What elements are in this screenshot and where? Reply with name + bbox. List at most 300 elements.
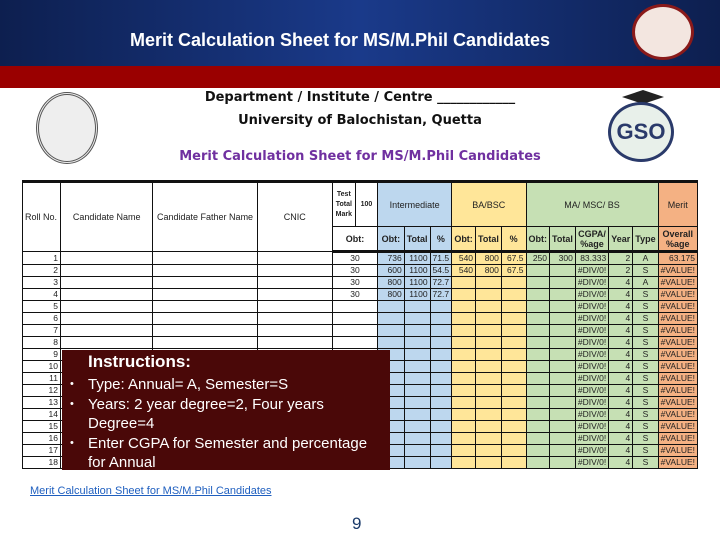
table-cell[interactable]: #DIV/0! <box>575 397 608 409</box>
table-cell[interactable]: 4 <box>609 289 633 301</box>
table-cell[interactable]: S <box>633 301 658 313</box>
table-cell[interactable]: #DIV/0! <box>575 265 608 277</box>
table-cell[interactable] <box>526 325 550 337</box>
table-cell[interactable] <box>452 397 476 409</box>
table-cell[interactable] <box>430 409 452 421</box>
table-cell[interactable] <box>526 409 550 421</box>
table-cell[interactable]: 600 <box>378 265 405 277</box>
table-cell[interactable] <box>404 337 430 349</box>
table-row <box>23 252 698 265</box>
table-cell[interactable] <box>153 265 257 277</box>
table-cell[interactable]: 800 <box>378 277 405 289</box>
table-cell[interactable] <box>153 289 257 301</box>
header-name: Candidate Name <box>60 182 153 252</box>
table-cell[interactable]: #DIV/0! <box>575 349 608 361</box>
table-cell[interactable]: #DIV/0! <box>575 289 608 301</box>
table-cell[interactable] <box>430 313 452 325</box>
table-cell[interactable]: S <box>633 289 658 301</box>
table-cell[interactable] <box>501 457 526 469</box>
table-cell[interactable]: 1100 <box>404 289 430 301</box>
subheader-cell: Overall %age <box>658 227 697 252</box>
table-cell[interactable]: 4 <box>609 457 633 469</box>
department-line: Department / Institute / Centre ____________ <box>204 90 516 105</box>
subheader-cell: % <box>501 227 526 252</box>
table-cell[interactable] <box>404 385 430 397</box>
table-cell[interactable]: 15 <box>23 421 61 433</box>
table-cell[interactable]: A <box>633 252 658 265</box>
table-cell[interactable] <box>452 457 476 469</box>
subheader-cell: Total <box>550 227 576 252</box>
table-cell[interactable]: 10 <box>23 361 61 373</box>
table-cell[interactable]: #DIV/0! <box>575 409 608 421</box>
table-cell[interactable]: #VALUE! <box>658 301 697 313</box>
table-cell[interactable]: #DIV/0! <box>575 373 608 385</box>
table-cell[interactable] <box>452 337 476 349</box>
table-cell[interactable]: #VALUE! <box>658 361 697 373</box>
table-cell[interactable]: 8 <box>23 337 61 349</box>
subheader-cell: Obt: <box>526 227 550 252</box>
table-cell[interactable] <box>501 385 526 397</box>
table-cell[interactable]: 9 <box>23 349 61 361</box>
table-cell[interactable]: 2 <box>23 265 61 277</box>
table-cell[interactable] <box>550 421 576 433</box>
table-cell[interactable] <box>430 301 452 313</box>
table-cell[interactable]: #DIV/0! <box>575 277 608 289</box>
table-cell[interactable] <box>332 301 377 313</box>
table-cell[interactable] <box>501 373 526 385</box>
table-cell[interactable] <box>476 409 502 421</box>
table-cell[interactable]: 800 <box>378 289 405 301</box>
table-cell[interactable] <box>501 397 526 409</box>
table-cell[interactable] <box>550 265 576 277</box>
table-cell[interactable]: #VALUE! <box>658 409 697 421</box>
table-cell[interactable] <box>378 301 405 313</box>
instruction-item: • Enter CGPA for Semester and percentage for Annual <box>70 434 382 471</box>
university-seal-logo <box>632 4 694 60</box>
table-cell[interactable] <box>332 313 377 325</box>
table-cell[interactable] <box>452 445 476 457</box>
table-cell[interactable]: #DIV/0! <box>575 337 608 349</box>
table-cell[interactable] <box>501 337 526 349</box>
table-cell[interactable]: S <box>633 397 658 409</box>
table-cell[interactable] <box>404 397 430 409</box>
table-cell[interactable]: S <box>633 385 658 397</box>
table-cell[interactable] <box>501 433 526 445</box>
table-cell[interactable]: 54.5 <box>430 265 452 277</box>
instructions-box <box>62 350 390 470</box>
table-cell[interactable]: 2 <box>609 265 633 277</box>
table-cell[interactable]: #DIV/0! <box>575 421 608 433</box>
table-cell[interactable]: 4 <box>609 397 633 409</box>
table-row <box>23 265 698 277</box>
table-cell[interactable] <box>404 313 430 325</box>
table-cell[interactable]: A <box>633 277 658 289</box>
table-cell[interactable]: 6 <box>23 313 61 325</box>
table-cell[interactable]: #DIV/0! <box>575 301 608 313</box>
table-cell[interactable]: #VALUE! <box>658 325 697 337</box>
subheader-cell: Obt: <box>378 227 405 252</box>
page-number: 9 <box>352 514 362 533</box>
header-father: Candidate Father Name <box>153 182 257 252</box>
table-cell[interactable] <box>452 409 476 421</box>
table-cell[interactable] <box>476 277 502 289</box>
header-ba: BA/BSC <box>452 182 526 227</box>
table-cell[interactable]: #VALUE! <box>658 385 697 397</box>
table-cell[interactable]: 5 <box>23 301 61 313</box>
slide-title: Merit Calculation Sheet for MS/M.Phil Candidates <box>129 30 551 50</box>
table-cell[interactable]: 4 <box>609 385 633 397</box>
table-cell[interactable]: S <box>633 313 658 325</box>
table-cell[interactable]: 250 <box>526 252 550 265</box>
table-cell[interactable]: 12 <box>23 385 61 397</box>
table-cell[interactable] <box>452 289 476 301</box>
table-cell[interactable]: 4 <box>609 409 633 421</box>
table-cell[interactable] <box>257 337 332 349</box>
table-cell[interactable] <box>430 325 452 337</box>
slide-header <box>0 0 720 66</box>
table-cell[interactable] <box>430 445 452 457</box>
table-cell[interactable] <box>257 301 332 313</box>
sheet-subtitle: Merit Calculation Sheet for MS/M.Phil Candidates <box>179 149 541 164</box>
instructions-heading: Instructions: <box>88 352 191 371</box>
table-cell[interactable] <box>430 397 452 409</box>
table-cell[interactable] <box>550 325 576 337</box>
table-cell[interactable]: S <box>633 445 658 457</box>
table-cell[interactable]: #VALUE! <box>658 373 697 385</box>
table-row <box>23 325 698 337</box>
table-cell[interactable]: S <box>633 325 658 337</box>
table-cell[interactable] <box>501 277 526 289</box>
table-cell[interactable]: 7 <box>23 325 61 337</box>
table-cell[interactable] <box>378 325 405 337</box>
table-cell[interactable] <box>526 361 550 373</box>
table-cell[interactable] <box>550 313 576 325</box>
subheader-cell: Type <box>633 227 658 252</box>
table-cell[interactable] <box>550 409 576 421</box>
table-cell[interactable] <box>526 421 550 433</box>
table-cell[interactable]: 17 <box>23 445 61 457</box>
table-cell[interactable] <box>550 433 576 445</box>
table-cell[interactable]: 13 <box>23 397 61 409</box>
table-cell[interactable] <box>526 433 550 445</box>
table-cell[interactable] <box>60 325 153 337</box>
table-cell[interactable]: 4 <box>609 433 633 445</box>
table-cell[interactable] <box>526 337 550 349</box>
subheader-cell: Obt: <box>452 227 476 252</box>
table-cell[interactable]: 83.333 <box>575 252 608 265</box>
table-cell[interactable] <box>550 457 576 469</box>
table-cell[interactable] <box>526 277 550 289</box>
table-cell[interactable]: 71.5 <box>430 252 452 265</box>
table-cell[interactable] <box>404 361 430 373</box>
table-cell[interactable] <box>550 445 576 457</box>
table-cell[interactable] <box>153 252 257 265</box>
table-cell[interactable] <box>257 265 332 277</box>
table-cell[interactable]: #VALUE! <box>658 421 697 433</box>
table-cell[interactable] <box>430 373 452 385</box>
table-cell[interactable] <box>452 433 476 445</box>
table-cell[interactable]: #VALUE! <box>658 433 697 445</box>
table-cell[interactable]: 540 <box>452 252 476 265</box>
table-cell[interactable]: 300 <box>550 252 576 265</box>
table-cell[interactable] <box>430 433 452 445</box>
table-cell[interactable] <box>452 277 476 289</box>
table-cell[interactable] <box>476 361 502 373</box>
header-roll: Roll No. <box>23 182 61 252</box>
table-cell[interactable]: S <box>633 361 658 373</box>
table-cell[interactable] <box>452 301 476 313</box>
table-cell[interactable] <box>332 325 377 337</box>
table-cell[interactable] <box>452 325 476 337</box>
table-cell[interactable]: 800 <box>476 265 502 277</box>
table-cell[interactable]: 1100 <box>404 277 430 289</box>
table-cell[interactable] <box>153 325 257 337</box>
table-cell[interactable]: 30 <box>332 265 377 277</box>
table-cell[interactable]: 63.175 <box>658 252 697 265</box>
table-cell[interactable] <box>430 385 452 397</box>
table-cell[interactable] <box>501 445 526 457</box>
table-cell[interactable] <box>476 349 502 361</box>
table-cell[interactable] <box>60 277 153 289</box>
table-cell[interactable] <box>430 349 452 361</box>
header-ma: MA/ MSC/ BS <box>526 182 658 227</box>
table-cell[interactable] <box>550 361 576 373</box>
table-cell[interactable] <box>153 277 257 289</box>
table-cell[interactable] <box>430 457 452 469</box>
table-cell[interactable]: 4 <box>609 277 633 289</box>
table-cell[interactable] <box>476 313 502 325</box>
table-cell[interactable] <box>430 361 452 373</box>
table-cell[interactable] <box>526 265 550 277</box>
subheader-cell: % <box>430 227 452 252</box>
table-cell[interactable] <box>378 313 405 325</box>
table-cell[interactable]: 1100 <box>404 265 430 277</box>
table-cell[interactable] <box>153 337 257 349</box>
table-cell[interactable] <box>550 301 576 313</box>
table-cell[interactable]: S <box>633 433 658 445</box>
table-cell[interactable]: S <box>633 337 658 349</box>
table-cell[interactable]: #VALUE! <box>658 457 697 469</box>
table-cell[interactable] <box>60 313 153 325</box>
table-cell[interactable]: #VALUE! <box>658 277 697 289</box>
table-cell[interactable] <box>526 349 550 361</box>
table-cell[interactable] <box>526 385 550 397</box>
table-cell[interactable] <box>526 445 550 457</box>
table-cell[interactable]: 72.7 <box>430 289 452 301</box>
table-cell[interactable] <box>404 433 430 445</box>
table-cell[interactable]: #DIV/0! <box>575 361 608 373</box>
table-cell[interactable] <box>404 421 430 433</box>
table-cell[interactable]: #VALUE! <box>658 445 697 457</box>
table-cell[interactable] <box>526 289 550 301</box>
table-cell[interactable]: 11 <box>23 373 61 385</box>
header-cnic: CNIC <box>257 182 332 252</box>
table-cell[interactable]: 4 <box>609 445 633 457</box>
table-cell[interactable]: 3 <box>23 277 61 289</box>
gso-logo: GSO <box>608 102 674 162</box>
table-cell[interactable] <box>332 337 377 349</box>
table-cell[interactable] <box>476 433 502 445</box>
table-cell[interactable] <box>430 421 452 433</box>
table-cell[interactable] <box>550 349 576 361</box>
instruction-item: • Type: Annual= A, Semester=S <box>70 375 382 395</box>
table-cell[interactable] <box>476 325 502 337</box>
table-cell[interactable] <box>476 289 502 301</box>
table-cell[interactable]: 4 <box>23 289 61 301</box>
table-cell[interactable]: S <box>633 409 658 421</box>
table-cell[interactable] <box>452 373 476 385</box>
table-cell[interactable]: 72.7 <box>430 277 452 289</box>
header-test: Test Total Mark <box>332 182 355 227</box>
table-cell[interactable] <box>501 301 526 313</box>
table-cell[interactable] <box>476 337 502 349</box>
table-cell[interactable]: #VALUE! <box>658 397 697 409</box>
table-cell[interactable] <box>257 313 332 325</box>
table-cell[interactable] <box>550 289 576 301</box>
table-cell[interactable] <box>550 385 576 397</box>
table-cell[interactable]: #VALUE! <box>658 289 697 301</box>
table-cell[interactable] <box>60 289 153 301</box>
table-cell[interactable] <box>501 421 526 433</box>
table-cell[interactable]: 4 <box>609 301 633 313</box>
table-cell[interactable] <box>60 265 153 277</box>
table-cell[interactable]: #VALUE! <box>658 349 697 361</box>
table-row <box>23 289 698 301</box>
header-intermediate: Intermediate <box>378 182 452 227</box>
table-cell[interactable] <box>257 325 332 337</box>
table-cell[interactable]: S <box>633 457 658 469</box>
instruction-item: • Years: 2 year degree=2, Four years Degree=4 <box>70 395 382 434</box>
table-cell[interactable]: 1 <box>23 252 61 265</box>
table-cell[interactable] <box>60 252 153 265</box>
table-row <box>23 301 698 313</box>
table-cell[interactable] <box>153 301 257 313</box>
table-cell[interactable] <box>404 349 430 361</box>
table-cell[interactable] <box>501 289 526 301</box>
table-cell[interactable] <box>452 349 476 361</box>
subheader-cell: CGPA/ %age <box>575 227 608 252</box>
table-cell[interactable]: #VALUE! <box>658 313 697 325</box>
table-cell[interactable]: #DIV/0! <box>575 433 608 445</box>
table-cell[interactable]: S <box>633 373 658 385</box>
table-cell[interactable]: 540 <box>452 265 476 277</box>
table-cell[interactable] <box>404 373 430 385</box>
table-cell[interactable]: 4 <box>609 325 633 337</box>
table-cell[interactable] <box>452 313 476 325</box>
table-cell[interactable] <box>404 325 430 337</box>
table-cell[interactable]: 16 <box>23 433 61 445</box>
table-cell[interactable] <box>501 361 526 373</box>
table-cell[interactable]: 30 <box>332 252 377 265</box>
sheet-link[interactable]: Merit Calculation Sheet for MS/M.Phil Candidates <box>30 485 272 497</box>
table-cell[interactable] <box>257 252 332 265</box>
university-name: University of Balochistan, Quetta <box>238 113 482 128</box>
table-cell[interactable] <box>60 337 153 349</box>
header-band <box>0 66 720 88</box>
table-cell[interactable]: 800 <box>476 252 502 265</box>
table-cell[interactable] <box>452 361 476 373</box>
table-cell[interactable] <box>404 301 430 313</box>
table-cell[interactable]: 1100 <box>404 252 430 265</box>
table-cell[interactable] <box>550 337 576 349</box>
table-cell[interactable]: 736 <box>378 252 405 265</box>
table-cell[interactable]: 14 <box>23 409 61 421</box>
table-cell[interactable] <box>501 349 526 361</box>
table-cell[interactable]: #DIV/0! <box>575 385 608 397</box>
table-cell[interactable] <box>452 421 476 433</box>
table-cell[interactable]: 4 <box>609 373 633 385</box>
table-cell[interactable] <box>501 313 526 325</box>
table-cell[interactable] <box>153 313 257 325</box>
table-cell[interactable]: 30 <box>332 277 377 289</box>
table-cell[interactable] <box>550 373 576 385</box>
table-cell[interactable] <box>476 445 502 457</box>
table-cell[interactable]: 4 <box>609 349 633 361</box>
table-cell[interactable]: S <box>633 421 658 433</box>
table-cell[interactable] <box>476 301 502 313</box>
table-cell[interactable]: 4 <box>609 313 633 325</box>
table-cell[interactable] <box>526 313 550 325</box>
table-cell[interactable]: #DIV/0! <box>575 457 608 469</box>
table-cell[interactable]: #DIV/0! <box>575 325 608 337</box>
table-cell[interactable] <box>378 337 405 349</box>
table-cell[interactable] <box>501 409 526 421</box>
table-cell[interactable]: 4 <box>609 421 633 433</box>
table-cell[interactable] <box>476 385 502 397</box>
table-cell[interactable] <box>550 397 576 409</box>
subheader-cell: Total <box>476 227 502 252</box>
header-merit: Merit <box>658 182 697 227</box>
table-cell[interactable] <box>430 337 452 349</box>
table-cell[interactable]: 67.5 <box>501 252 526 265</box>
table-cell[interactable] <box>476 457 502 469</box>
subheader-cell: Year <box>609 227 633 252</box>
table-cell[interactable] <box>476 373 502 385</box>
table-cell[interactable] <box>526 373 550 385</box>
table-cell[interactable]: #VALUE! <box>658 337 697 349</box>
table-row <box>23 337 698 349</box>
table-cell[interactable]: 30 <box>332 289 377 301</box>
table-cell[interactable]: #VALUE! <box>658 265 697 277</box>
table-cell[interactable] <box>257 289 332 301</box>
table-cell[interactable] <box>526 457 550 469</box>
table-cell[interactable]: S <box>633 265 658 277</box>
table-row <box>23 277 698 289</box>
subheader-cell: Obt: <box>332 227 377 252</box>
table-cell[interactable] <box>501 325 526 337</box>
header-test-total: 100 <box>355 182 377 227</box>
table-cell[interactable] <box>257 277 332 289</box>
table-cell[interactable]: 4 <box>609 337 633 349</box>
table-cell[interactable]: 67.5 <box>501 265 526 277</box>
table-cell[interactable] <box>60 301 153 313</box>
table-cell[interactable] <box>476 397 502 409</box>
table-cell[interactable]: S <box>633 349 658 361</box>
table-cell[interactable]: 18 <box>23 457 61 469</box>
table-cell[interactable] <box>526 397 550 409</box>
table-cell[interactable] <box>526 301 550 313</box>
table-cell[interactable] <box>550 277 576 289</box>
table-cell[interactable] <box>452 385 476 397</box>
table-cell[interactable]: 2 <box>609 252 633 265</box>
table-cell[interactable]: #DIV/0! <box>575 313 608 325</box>
table-cell[interactable] <box>404 409 430 421</box>
table-cell[interactable]: 4 <box>609 361 633 373</box>
table-cell[interactable] <box>404 457 430 469</box>
table-cell[interactable]: #DIV/0! <box>575 445 608 457</box>
table-cell[interactable] <box>476 421 502 433</box>
table-cell[interactable] <box>404 445 430 457</box>
